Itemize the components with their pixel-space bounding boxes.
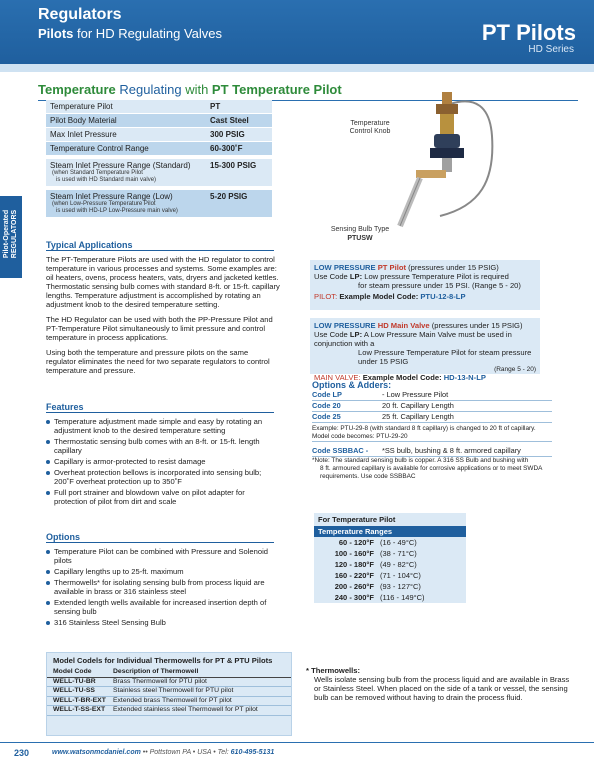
typical-heading: Typical Applications xyxy=(46,240,274,251)
spec-value: 300 PSIG xyxy=(210,130,245,139)
thermowell-code: WELL-T-SS-EXT xyxy=(53,706,106,713)
adder-code: Code LP xyxy=(312,390,342,399)
range-c: (49 - 82°C) xyxy=(380,560,417,569)
adder-desc: 20 ft. Capillary Length xyxy=(382,401,454,410)
thermowell-row xyxy=(47,706,291,716)
pilot-image xyxy=(380,86,510,238)
spec-value: 15-300 PSIG xyxy=(210,161,257,170)
list-item: Temperature Pilot can be combined with Pressure and Solenoid pilots xyxy=(46,547,280,565)
side-tab: Pilot-Operated REGULATORS xyxy=(0,196,22,278)
thermowell-code: WELL-TU-SS xyxy=(53,687,95,694)
lp-main-box: LOW PRESSURE HD Main Valve (pressures under 15 PSIG) Use Code LP: A Low Pressure Main Valve must be used in conjunction with a Low Pressure Temperature Pilot for steam pressure under 15 PSIG (Range 5 - 20) MAIN VALVE: Example Model Code: HD-13-N-LP xyxy=(310,318,540,374)
features-heading: Features xyxy=(46,402,274,413)
range-f: 60 - 120°F xyxy=(338,538,374,547)
header-band xyxy=(0,64,594,72)
spec-note: is used with HD-LP Low-Pressure main valve) xyxy=(56,208,178,214)
bulb-model: PTUSW xyxy=(347,235,373,242)
range-row xyxy=(314,581,466,592)
spec-note: (when Low-Pressure Temperature Pilot xyxy=(52,201,156,207)
spec-label xyxy=(50,161,210,184)
typical-p3: Using both the temperature and pressure pilots on the same regulator eliminates the need for two separate regulators to control temperature and pressure. xyxy=(46,348,270,375)
adder-code: Code 20 xyxy=(312,401,341,410)
category-title: Regulators xyxy=(38,6,122,23)
list-item: Extended length wells available for increased insertion depth of sensing bulb xyxy=(46,598,280,616)
page-header xyxy=(0,0,594,64)
list-item: Thermostatic sensing bulb comes with an 8-ft. or 15-ft. length capillary xyxy=(46,437,280,455)
list-item: Capillary lengths up to 25-ft. maximum xyxy=(46,567,280,576)
spec-label xyxy=(50,192,210,215)
thermowell-table: Model Codels for Individual Thermowells for PT & PTU Pilots Model Code Description of Thermowell WELL-TU-BR Brass Thermowell for PTU pilot WELL-TU-SS Stainless steel Thermowell for PTU pilot WELL-T-BR-EXT Extended brass Thermowell for PT pilot WELL-T-SS-EXT Extended stainless steel Thermowell for PT pilot xyxy=(46,652,292,736)
series-label: HD Series xyxy=(528,44,574,55)
range-c: (38 - 71°C) xyxy=(380,549,417,558)
spec-row xyxy=(46,190,272,218)
thermowell-desc: Stainless steel Thermowell for PTU pilot xyxy=(113,687,234,694)
range-row xyxy=(314,559,466,570)
list-item: 316 Stainless Steel Sensing Bulb xyxy=(46,618,280,627)
list-item: Full port strainer and blowdown valve on pilot adapter for protection of pilot from dirt and scale xyxy=(46,488,280,506)
options-heading: Options xyxy=(46,532,274,543)
range-f: 120 - 180°F xyxy=(334,560,374,569)
range-row xyxy=(314,570,466,581)
spec-label xyxy=(50,102,210,111)
bulb-label: Sensing Bulb Type xyxy=(330,226,390,233)
adder-desc: 25 ft. Capillary Length xyxy=(382,412,454,421)
thermowell-row xyxy=(47,678,291,688)
adder-row xyxy=(312,412,552,423)
section-title: Temperature Regulating with PT Temperature Pilot xyxy=(38,82,342,97)
spec-label-text: Steam Inlet Pressure Range (Low) xyxy=(50,192,173,201)
typical-p1: The PT-Temperature Pilots are used with the HD regulator to control temperature in various processes and systems. Some examples are: oil heaters, ovens, process heaters, vats, dryers and jacketed kettles. Thermostatic sensing bulb comes with standard 8-ft. or 15-ft. capillary lengths. Temperature adjustment is accomplished by rotating an adjustment knob to the desired temperature setting. xyxy=(46,255,280,309)
spec-row xyxy=(46,128,272,142)
page-number: 230 xyxy=(14,748,30,758)
spec-note: is used with HD Standard main valve) xyxy=(56,177,157,183)
spec-label-text: Steam Inlet Pressure Range (Standard) xyxy=(50,161,191,170)
range-f: 100 - 160°F xyxy=(334,549,374,558)
spec-row xyxy=(46,159,272,187)
range-f: 240 - 300°F xyxy=(334,593,374,602)
adder-code: Code 25 xyxy=(312,412,341,421)
category-subtitle: Pilots for HD Regulating Valves xyxy=(38,26,223,41)
spec-value: 5-20 PSIG xyxy=(210,192,248,201)
thermowell-row xyxy=(47,687,291,697)
typical-p2: The HD Regulator can be used with both the PP-Pressure Pilot and PT-Temperature Pilot simultaneously to limit pressure and control temperature in process applications. xyxy=(46,315,273,342)
adders-heading: Options & Adders: xyxy=(312,380,392,390)
thermowell-row xyxy=(47,697,291,707)
temperature-range-table: For Temperature Pilot Temperature Ranges 60 - 120°F (16 - 49°C) 100 - 160°F (38 - 71°C) 120 - 180°F (49 - 82°C) 160 - 220°F (71 - 104°C) 200 - 260°F (93 - 127°C) 240 - 300°F (116 - 149°C) xyxy=(314,513,466,603)
footer-rule xyxy=(0,742,594,743)
adder-desc: - Low Pressure Pilot xyxy=(382,390,449,399)
knob-label: Temperature Control Knob xyxy=(349,120,391,135)
thermowell-desc: Extended brass Thermowell for PT pilot xyxy=(113,696,232,704)
footer-contact: www.watsonmcdaniel.com •• Pottstown PA • USA • Tel: 610-495-5131 xyxy=(52,749,275,756)
spec-label xyxy=(50,144,210,153)
spec-value: 60-300˚F xyxy=(210,144,243,153)
list-item: Temperature adjustment made simple and easy by rotating an adjustment knob to the desired temperature setting xyxy=(46,417,280,435)
thermowell-desc: Brass Thermowell for PTU pilot xyxy=(113,677,207,685)
range-c: (71 - 104°C) xyxy=(380,571,421,580)
spec-value: Cast Steel xyxy=(210,116,249,125)
range-row xyxy=(314,592,466,603)
spec-label-text: Pilot Body Material xyxy=(50,116,117,125)
thermowell-desc: Extended stainless steel Thermowell for PT pilot xyxy=(113,706,258,713)
spec-label-text: Max Inlet Pressure xyxy=(50,130,117,139)
thermowell-code: WELL-T-BR-EXT xyxy=(53,696,106,704)
spec-label xyxy=(50,116,210,125)
range-f: 200 - 260°F xyxy=(334,582,374,591)
range-c: (116 - 149°C) xyxy=(380,593,425,602)
adder-row xyxy=(312,390,552,401)
lp-pilot-box: LOW PRESSURE PT Pilot (pressures under 15 PSIG) Use Code LP: Low pressure Temperature Pilot is required for steam pressure under 15 PSI. (Range 5 - 20) PILOT: Example Model Code: PTU-12-8-LP xyxy=(310,260,540,310)
list-item: Overheat protection bellows is incorporated into sensing bulb; 200˚F overheat protection up to 350˚F xyxy=(46,468,280,486)
spec-note: (when Standard Temperature Pilot xyxy=(52,170,143,176)
thermowell-code: WELL-TU-BR xyxy=(53,677,96,685)
range-row xyxy=(314,548,466,559)
features-section xyxy=(46,402,280,506)
spec-label-text: Temperature Pilot xyxy=(50,102,113,111)
range-c: (16 - 49°C) xyxy=(380,538,417,547)
spec-label-text: Temperature Control Range xyxy=(50,144,149,153)
spec-row xyxy=(46,142,272,156)
range-c: (93 - 127°C) xyxy=(380,582,421,591)
list-item: Capillary is armor-protected to resist damage xyxy=(46,457,280,466)
spec-row xyxy=(46,114,272,128)
range-row xyxy=(314,537,466,548)
spec-value: PT xyxy=(210,102,221,111)
product-title: PT Pilots xyxy=(481,20,576,45)
adders-section: Options & Adders: Code LP - Low Pressure Pilot Code 20 20 ft. Capillary Length Code 25 25 ft. Capillary Length Example: PTU-29-8 (with standard 8 ft capillary) is changed to 20 ft of capillary. Model code becomes: PTU-29-20 Code SSBBAC - *SS bulb, bushing & 8 ft. armored capillary *Note: The standard sensing bulb is copper. A 316 SS Bulb and bushing with 8 ft. armoured capillary is available for corrosive applications or to meet SWDA requirements. Use code SSBBAC xyxy=(312,380,552,481)
spec-row xyxy=(46,100,272,114)
website-link[interactable]: www.watsonmcdaniel.com xyxy=(52,749,141,756)
spec-label xyxy=(50,130,210,139)
adder-row xyxy=(312,401,552,412)
options-section xyxy=(46,532,280,627)
spec-table xyxy=(46,100,272,218)
list-item: Thermowells* for isolating sensing bulb from process liquid are available in brass or 316 stainless steel xyxy=(46,578,280,596)
typical-section xyxy=(46,240,280,375)
thermowells-note: * Thermowells: Wells isolate sensing bulb from the process liquid and are available in Brass or Stainless Steel. When placed on the side of a tank or vessel, the sensing bulb can be removed without having to drain the process fluid. xyxy=(306,666,570,702)
range-f: 160 - 220°F xyxy=(334,571,374,580)
